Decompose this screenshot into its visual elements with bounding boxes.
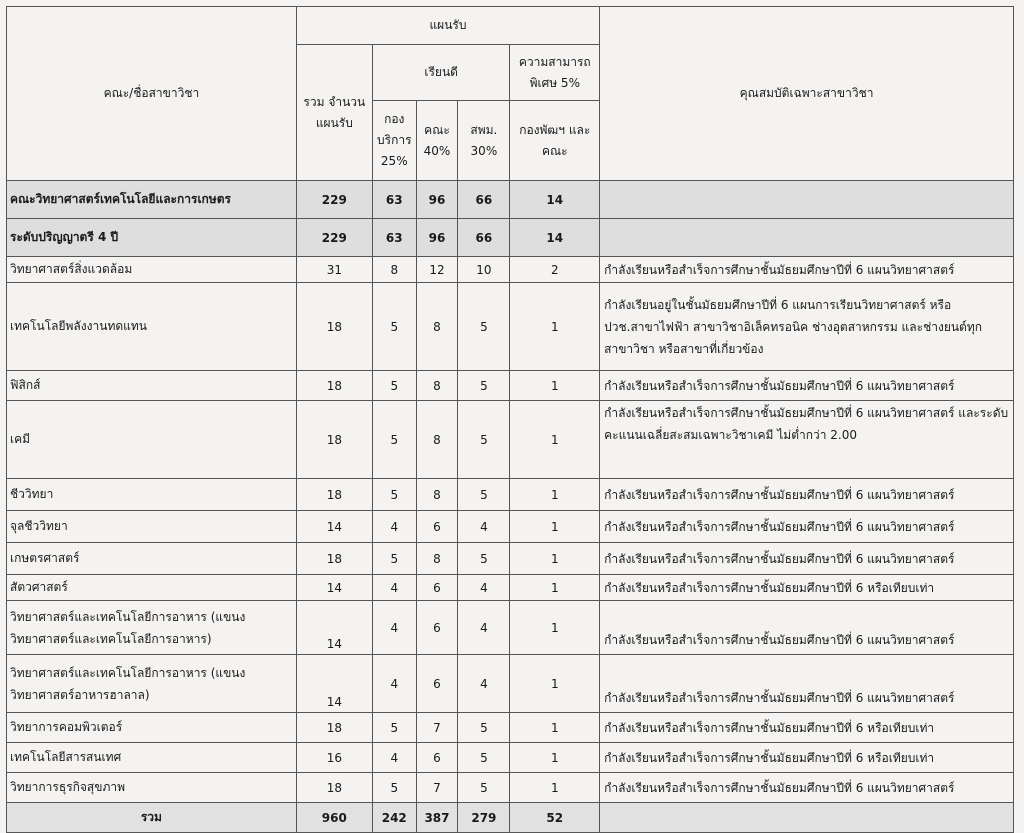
major-faculty: 6 <box>416 575 458 601</box>
table-row <box>7 655 1014 713</box>
major-fund: 5 <box>372 713 416 743</box>
major-spm: 5 <box>458 479 510 511</box>
major-qualification: กำลังเรียนอยู่ในชั้นมัธยมศึกษาปีที่ 6 แผนการเรียนวิทยาศาสตร์ หรือ ปวช.สาขาไฟฟ้า สาขาวิชาอิเล็คทรอนิค ช่างอุตสาหกรรม และช่างยนต์ทุก สาขาวิชา หรือสาขาที่เกี่ยวข้อง <box>600 283 1014 371</box>
major-spm: 5 <box>458 401 510 479</box>
special-ability-header: ความสามารถ พิเศษ 5% <box>510 45 600 101</box>
major-faculty: 8 <box>416 401 458 479</box>
group-fund: 63 <box>372 181 416 219</box>
major-total: 18 <box>296 773 372 803</box>
major-faculty: 6 <box>416 511 458 543</box>
major-total: 14 <box>296 511 372 543</box>
major-fund: 4 <box>372 655 416 713</box>
major-name: เทคโนโลยีพลังงานทดแทน <box>7 283 297 371</box>
major-name: ชีววิทยา <box>7 479 297 511</box>
table-row <box>7 511 1014 543</box>
major-faculty: 6 <box>416 601 458 655</box>
faculty-major-header: คณะ/ชื่อสาขาวิชา <box>7 7 297 181</box>
major-name: จุลชีววิทยา <box>7 511 297 543</box>
major-fund: 4 <box>372 743 416 773</box>
major-name: เกษตรศาสตร์ <box>7 543 297 575</box>
major-spm: 4 <box>458 601 510 655</box>
table-row <box>7 575 1014 601</box>
major-faculty: 8 <box>416 543 458 575</box>
major-spm: 5 <box>458 743 510 773</box>
group-qual-empty <box>600 219 1014 257</box>
faculty-group-row <box>7 181 1014 219</box>
major-special: 1 <box>510 601 600 655</box>
major-total: 31 <box>296 257 372 283</box>
major-spm: 10 <box>458 257 510 283</box>
group-fund: 63 <box>372 219 416 257</box>
total-plan: 960 <box>296 803 372 833</box>
total-qual-empty <box>600 803 1014 833</box>
major-qualification: กำลังเรียนหรือสำเร็จการศึกษาชั้นมัธยมศึกษาปีที่ 6 แผนวิทยาศาสตร์ และระดับคะแนนเฉลี่ยสะสมเฉพาะวิชาเคมี ไม่ต่ำกว่า 2.00 <box>600 401 1014 479</box>
major-total: 14 <box>296 601 372 655</box>
group-name: คณะวิทยาศาสตร์เทคโนโลยีและการเกษตร <box>7 181 297 219</box>
major-faculty: 7 <box>416 773 458 803</box>
major-special: 1 <box>510 655 600 713</box>
table-row <box>7 401 1014 479</box>
major-name: วิทยาการธุรกิจสุขภาพ <box>7 773 297 803</box>
table-row <box>7 371 1014 401</box>
major-qualification: กำลังเรียนหรือสำเร็จการศึกษาชั้นมัธยมศึกษาปีที่ 6 แผนวิทยาศาสตร์ <box>600 479 1014 511</box>
major-qualification: กำลังเรียนหรือสำเร็จการศึกษาชั้นมัธยมศึกษาปีที่ 6 แผนวิทยาศาสตร์ <box>600 257 1014 283</box>
major-name: เทคโนโลยีสารสนเทศ <box>7 743 297 773</box>
group-spm: 66 <box>458 181 510 219</box>
admission-plan-table <box>6 6 1014 833</box>
major-name: วิทยาการคอมพิวเตอร์ <box>7 713 297 743</box>
total-label: รวม <box>7 803 297 833</box>
major-name: ฟิสิกส์ <box>7 371 297 401</box>
qualification-header: คุณสมบัติเฉพาะสาขาวิชา <box>600 7 1014 181</box>
admission-plan-sheet <box>6 6 1018 833</box>
major-total: 18 <box>296 401 372 479</box>
major-name: วิทยาศาสตร์และเทคโนโลยีการอาหาร (แขนงวิทยาศาสตร์อาหารฮาลาล) <box>7 655 297 713</box>
group-spm: 66 <box>458 219 510 257</box>
major-qualification: กำลังเรียนหรือสำเร็จการศึกษาชั้นมัธยมศึกษาปีที่ 6 หรือเทียบเท่า <box>600 743 1014 773</box>
major-name: เคมี <box>7 401 297 479</box>
major-fund: 5 <box>372 371 416 401</box>
table-row <box>7 773 1014 803</box>
degree-level-row <box>7 219 1014 257</box>
group-total: 229 <box>296 181 372 219</box>
table-row <box>7 283 1014 371</box>
group-special: 14 <box>510 219 600 257</box>
major-fund: 5 <box>372 773 416 803</box>
major-fund: 8 <box>372 257 416 283</box>
total-plan-header: รวม จำนวน แผนรับ <box>296 45 372 181</box>
major-name: วิทยาศาสตร์และเทคโนโลยีการอาหาร (แขนงวิทยาศาสตร์และเทคโนโลยีการอาหาร) <box>7 601 297 655</box>
major-spm: 5 <box>458 773 510 803</box>
major-qualification: กำลังเรียนหรือสำเร็จการศึกษาชั้นมัธยมศึกษาปีที่ 6 แผนวิทยาศาสตร์ <box>600 543 1014 575</box>
major-special: 1 <box>510 543 600 575</box>
total-spm: 279 <box>458 803 510 833</box>
major-total: 18 <box>296 283 372 371</box>
major-fund: 5 <box>372 479 416 511</box>
major-qualification: กำลังเรียนหรือสำเร็จการศึกษาชั้นมัธยมศึกษาปีที่ 6 แผนวิทยาศาสตร์ <box>600 655 1014 713</box>
major-qualification: กำลังเรียนหรือสำเร็จการศึกษาชั้นมัธยมศึกษาปีที่ 6 แผนวิทยาศาสตร์ <box>600 601 1014 655</box>
group-qual-empty <box>600 181 1014 219</box>
spm-header: สพม. 30% <box>458 101 510 181</box>
total-row <box>7 803 1014 833</box>
group-faculty: 96 <box>416 181 458 219</box>
major-spm: 5 <box>458 543 510 575</box>
total-fund: 242 <box>372 803 416 833</box>
major-special: 1 <box>510 371 600 401</box>
major-special: 1 <box>510 283 600 371</box>
group-name: ระดับปริญญาตรี 4 ปี <box>7 219 297 257</box>
table-row <box>7 601 1014 655</box>
major-special: 1 <box>510 479 600 511</box>
major-total: 18 <box>296 479 372 511</box>
major-spm: 4 <box>458 511 510 543</box>
plan-header: แผนรับ <box>296 7 599 45</box>
major-faculty: 6 <box>416 655 458 713</box>
major-qualification: กำลังเรียนหรือสำเร็จการศึกษาชั้นมัธยมศึกษาปีที่ 6 แผนวิทยาศาสตร์ <box>600 371 1014 401</box>
group-total: 229 <box>296 219 372 257</box>
major-special: 2 <box>510 257 600 283</box>
major-fund: 5 <box>372 401 416 479</box>
table-row <box>7 743 1014 773</box>
excellent-header: เรียนดี <box>372 45 510 101</box>
table-row <box>7 713 1014 743</box>
major-total: 14 <box>296 655 372 713</box>
major-special: 1 <box>510 575 600 601</box>
major-total: 18 <box>296 543 372 575</box>
major-faculty: 8 <box>416 479 458 511</box>
major-faculty: 8 <box>416 371 458 401</box>
major-spm: 4 <box>458 575 510 601</box>
major-total: 18 <box>296 371 372 401</box>
major-special: 1 <box>510 401 600 479</box>
group-special: 14 <box>510 181 600 219</box>
major-spm: 5 <box>458 713 510 743</box>
major-special: 1 <box>510 743 600 773</box>
major-fund: 5 <box>372 543 416 575</box>
table-row <box>7 543 1014 575</box>
major-qualification: กำลังเรียนหรือสำเร็จการศึกษาชั้นมัธยมศึกษาปีที่ 6 หรือเทียบเท่า <box>600 575 1014 601</box>
faculty-quota-header: คณะ 40% <box>416 101 458 181</box>
major-qualification: กำลังเรียนหรือสำเร็จการศึกษาชั้นมัธยมศึกษาปีที่ 6 หรือเทียบเท่า <box>600 713 1014 743</box>
major-spm: 4 <box>458 655 510 713</box>
major-name: สัตวศาสตร์ <box>7 575 297 601</box>
table-row <box>7 479 1014 511</box>
major-fund: 4 <box>372 511 416 543</box>
major-special: 1 <box>510 713 600 743</box>
fund-header: กอง บริการ 25% <box>372 101 416 181</box>
major-qualification: กำลังเรียนหรือสำเร็จการศึกษาชั้นมัธยมศึกษาปีที่ 6 แผนวิทยาศาสตร์ <box>600 773 1014 803</box>
major-special: 1 <box>510 511 600 543</box>
major-total: 16 <box>296 743 372 773</box>
major-fund: 4 <box>372 601 416 655</box>
major-spm: 5 <box>458 283 510 371</box>
major-fund: 4 <box>372 575 416 601</box>
major-faculty: 6 <box>416 743 458 773</box>
major-fund: 5 <box>372 283 416 371</box>
total-special: 52 <box>510 803 600 833</box>
major-special: 1 <box>510 773 600 803</box>
major-total: 14 <box>296 575 372 601</box>
dev-header: กองพัฒฯ และคณะ <box>510 101 600 181</box>
major-faculty: 12 <box>416 257 458 283</box>
table-row <box>7 257 1014 283</box>
major-name: วิทยาศาสตร์สิ่งแวดล้อม <box>7 257 297 283</box>
major-faculty: 8 <box>416 283 458 371</box>
major-qualification: กำลังเรียนหรือสำเร็จการศึกษาชั้นมัธยมศึกษาปีที่ 6 แผนวิทยาศาสตร์ <box>600 511 1014 543</box>
group-faculty: 96 <box>416 219 458 257</box>
major-total: 18 <box>296 713 372 743</box>
major-faculty: 7 <box>416 713 458 743</box>
total-faculty: 387 <box>416 803 458 833</box>
major-spm: 5 <box>458 371 510 401</box>
